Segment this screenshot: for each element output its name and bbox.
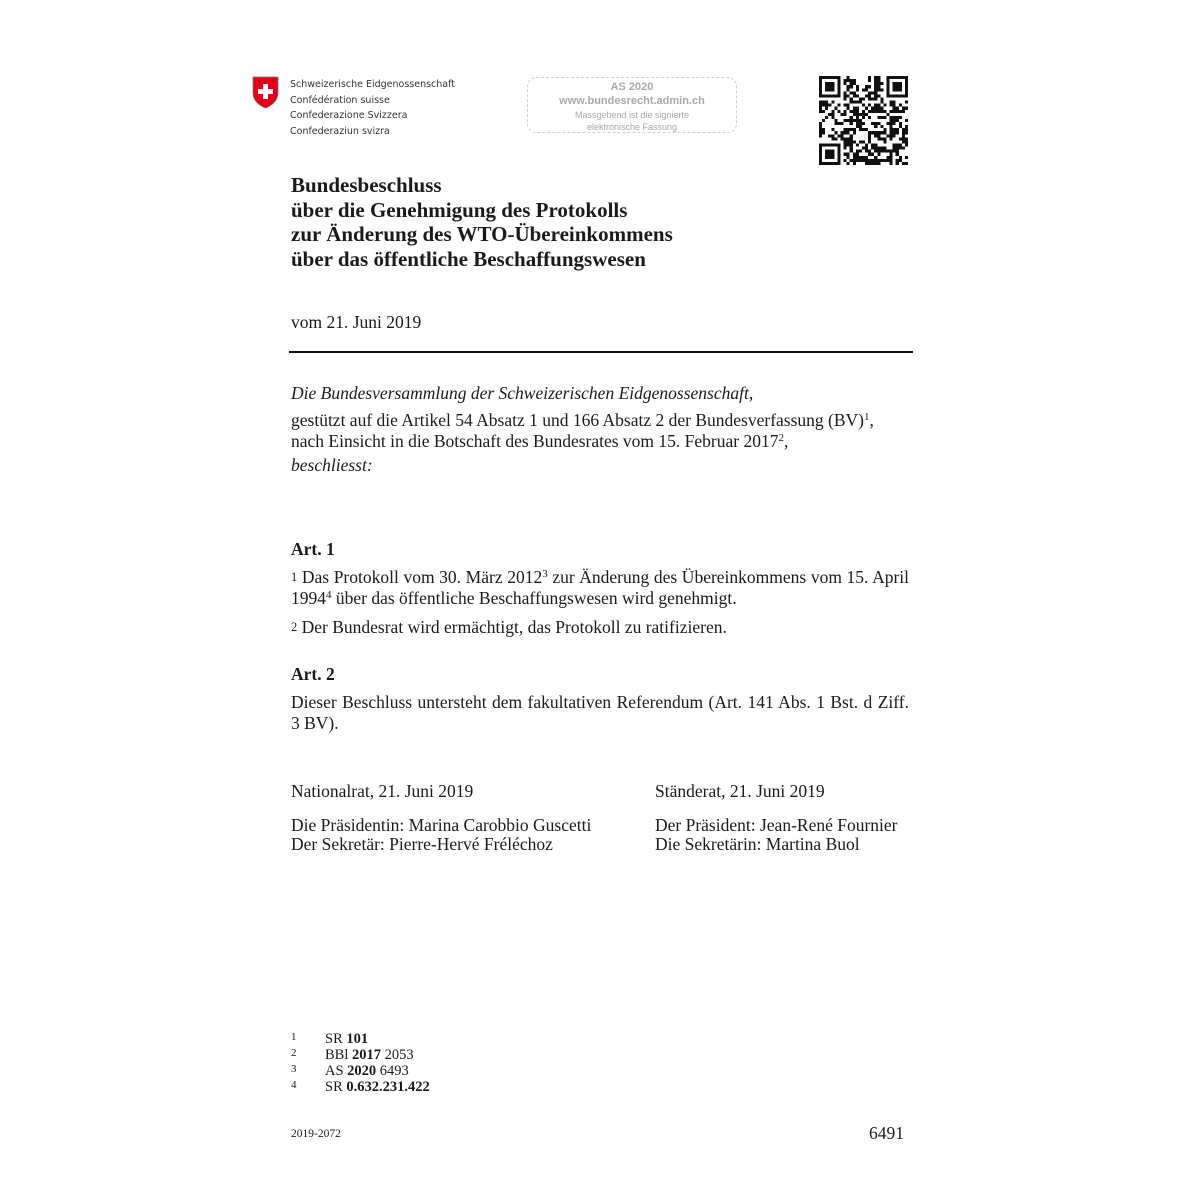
council-of-states-president: Der Präsident: Jean-René Fournier	[655, 815, 898, 835]
title-line: Bundesbeschluss	[291, 173, 442, 197]
title-line: über das öffentliche Beschaffungswesen	[291, 246, 646, 271]
decree-date: vom 21. Juni 2019	[291, 312, 422, 332]
confederation-names	[290, 77, 455, 139]
council-of-states-date: Ständerat, 21. Juni 2019	[655, 781, 825, 801]
stamp-website: www.bundesrecht.admin.ch	[559, 95, 705, 107]
decree-title	[291, 173, 673, 271]
footnote: 3 AS 2020 6493	[291, 1063, 409, 1079]
qr-code	[819, 76, 908, 165]
preamble-message: nach Einsicht in die Botschaft des Bundesrates vom 15. Februar 2017$^2$,	[291, 431, 789, 451]
document-number: 2019-2072	[291, 1128, 341, 1140]
confederation-name-fr: Confédération suisse	[290, 94, 390, 106]
title-divider	[289, 351, 913, 353]
footnote-ref: 2	[778, 432, 784, 444]
national-council-president: Die Präsidentin: Marina Carobbio Guscetti	[291, 815, 592, 835]
preamble-authority: Die Bundesversammlung der Schweizerischen Eidgenossenschaft,	[291, 383, 754, 403]
national-council-secretary: Der Sekretär: Pierre-Hervé Fréléchoz	[291, 834, 553, 854]
stamp-collection: AS 2020	[610, 81, 654, 93]
footnotes	[291, 1031, 430, 1095]
footnote-ref: 3	[542, 568, 548, 580]
confederation-name-it: Confederazione Svizzera	[290, 110, 408, 121]
footnote-ref: 1	[864, 411, 870, 423]
national-council-date: Nationalrat, 21. Juni 2019	[291, 781, 474, 801]
council-of-states-secretary: Die Sekretärin: Martina Buol	[655, 834, 860, 854]
footnote: 1 SR 101	[291, 1031, 369, 1047]
article-1-paragraph-1: $^1$ Das Protokoll vom 30. März 2012$^3$ zur Änderung des Übereinkommens vom 15. April 1994$^4$ über das öffentliche Beschaffungswesen wird genehmigt.	[291, 567, 910, 608]
paragraph-number: 1	[291, 570, 298, 584]
title-line: zur Änderung des WTO-Übereinkommens	[291, 222, 673, 246]
swiss-crest-logo	[252, 76, 279, 109]
stamp-note-1: Massgebend ist die signierte	[574, 110, 690, 120]
stamp-note-2: elektronische Fassung	[586, 122, 678, 132]
preamble-decides: beschliesst:	[291, 455, 373, 475]
footnote: 4 SR 0.632.231.422	[291, 1079, 430, 1095]
paragraph-number: 2	[291, 620, 298, 634]
footnote-ref: 4	[326, 589, 332, 601]
confederation-name-de: Schweizerische Eidgenossenschaft	[290, 79, 456, 90]
official-publication-stamp	[527, 77, 737, 133]
preamble-legal-basis: gestützt auf die Artikel 54 Absatz 1 und 166 Absatz 2 der Bundesverfassung (BV)$^1$,	[291, 410, 874, 430]
confederation-name-rm: Confederaziun svizra	[290, 125, 390, 137]
page-number: 6491	[869, 1123, 904, 1143]
article-2-text: Dieser Beschluss untersteht dem fakultativen Referendum (Art. 141 Abs. 1 Bst. d Ziff. 3 BV).	[291, 692, 909, 733]
article-heading: Art. 1	[291, 539, 335, 559]
footnote: 2 BBl 2017 2053	[291, 1047, 414, 1063]
article-1-paragraph-2: $^2$ Der Bundesrat wird ermächtigt, das Protokoll zu ratifizieren.	[291, 617, 727, 637]
article-heading: Art. 2	[291, 664, 335, 684]
title-line: über die Genehmigung des Protokolls	[291, 197, 628, 222]
